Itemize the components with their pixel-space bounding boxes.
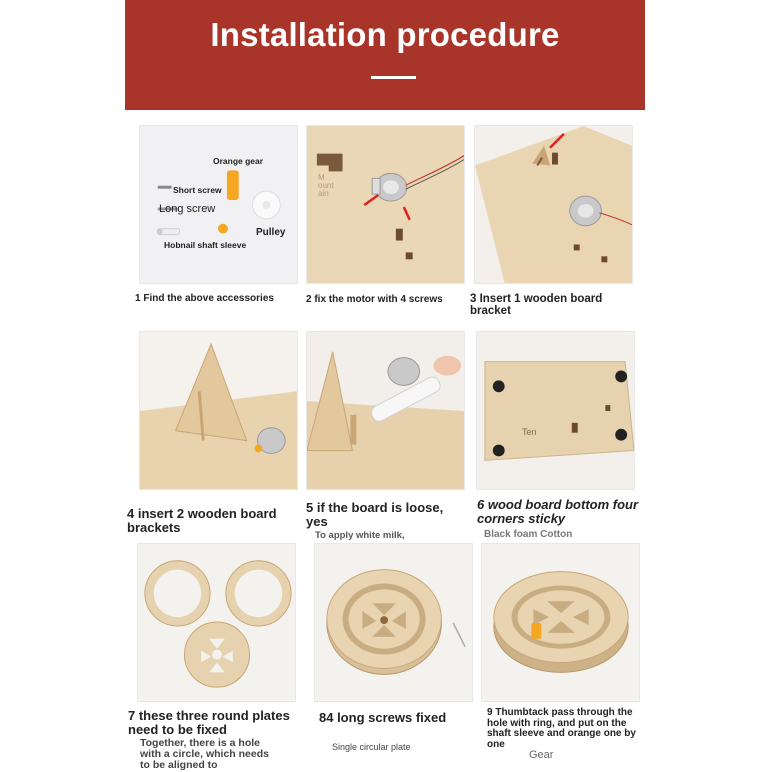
step-4-caption: 4 insert 2 wooden board brackets bbox=[127, 506, 277, 535]
step-2-caption: 2 fix the motor with 4 screws bbox=[306, 294, 443, 305]
label-long-screw: Long screw bbox=[159, 203, 216, 215]
step-5-caption: 5 if the board is loose, yes bbox=[306, 500, 444, 529]
step-7-note: Together, there is a hole with a circle, which needs to be aligned to bbox=[140, 737, 269, 772]
step-1-caption: 1 Find the above accessories bbox=[135, 293, 274, 304]
step-8-caption: 84 long screws fixed bbox=[319, 710, 447, 725]
glue-illustration bbox=[307, 332, 464, 489]
step-5-note: To apply white milk, bbox=[315, 530, 405, 541]
label-hobnail-sleeve: Hobnail shaft sleeve bbox=[164, 240, 247, 250]
foam-board-illustration bbox=[477, 332, 634, 489]
title-underline bbox=[371, 76, 416, 79]
page-title: Installation procedure bbox=[210, 16, 560, 53]
step-9-note: Gear bbox=[529, 749, 554, 761]
wheel-illustration bbox=[315, 544, 472, 701]
photo-gear-assembled bbox=[481, 543, 640, 702]
gear-wheel-illustration bbox=[482, 544, 639, 701]
label-pulley: Pulley bbox=[256, 227, 286, 238]
step-6-caption: 6 wood board bottom four corners sticky bbox=[477, 497, 639, 526]
photo-foam-corners bbox=[476, 331, 635, 490]
bracket-board-illustration bbox=[475, 126, 632, 283]
step-6-note: Black foam Cotton bbox=[484, 529, 573, 540]
label-short-screw: Short screw bbox=[173, 185, 222, 195]
two-brackets-illustration bbox=[140, 332, 297, 489]
step-3-caption: 3 Insert 1 wooden board bracket bbox=[470, 293, 603, 318]
board-engraving: M ount ain bbox=[318, 173, 334, 198]
photo-wheel-screws bbox=[314, 543, 473, 702]
photo-insert-bracket bbox=[474, 125, 633, 284]
step-7-caption: 7 these three round plates need to be fixed bbox=[128, 708, 290, 737]
photo-motor-screws bbox=[306, 125, 465, 284]
step-8-note: Single circular plate bbox=[332, 742, 411, 752]
three-plates-illustration bbox=[138, 544, 295, 701]
motor-board-illustration bbox=[307, 126, 464, 283]
photo-two-brackets bbox=[139, 331, 298, 490]
header-banner bbox=[125, 0, 645, 110]
board-engraving-ten: Ten bbox=[522, 427, 537, 437]
photo-white-glue bbox=[306, 331, 465, 490]
step-9-caption: 9 Thumbtack pass through the hole with ring, and put on the shaft sleeve and orange one by one bbox=[487, 707, 636, 750]
photo-three-plates bbox=[137, 543, 296, 702]
label-orange-gear: Orange gear bbox=[213, 156, 264, 166]
photo-accessories bbox=[139, 125, 298, 284]
